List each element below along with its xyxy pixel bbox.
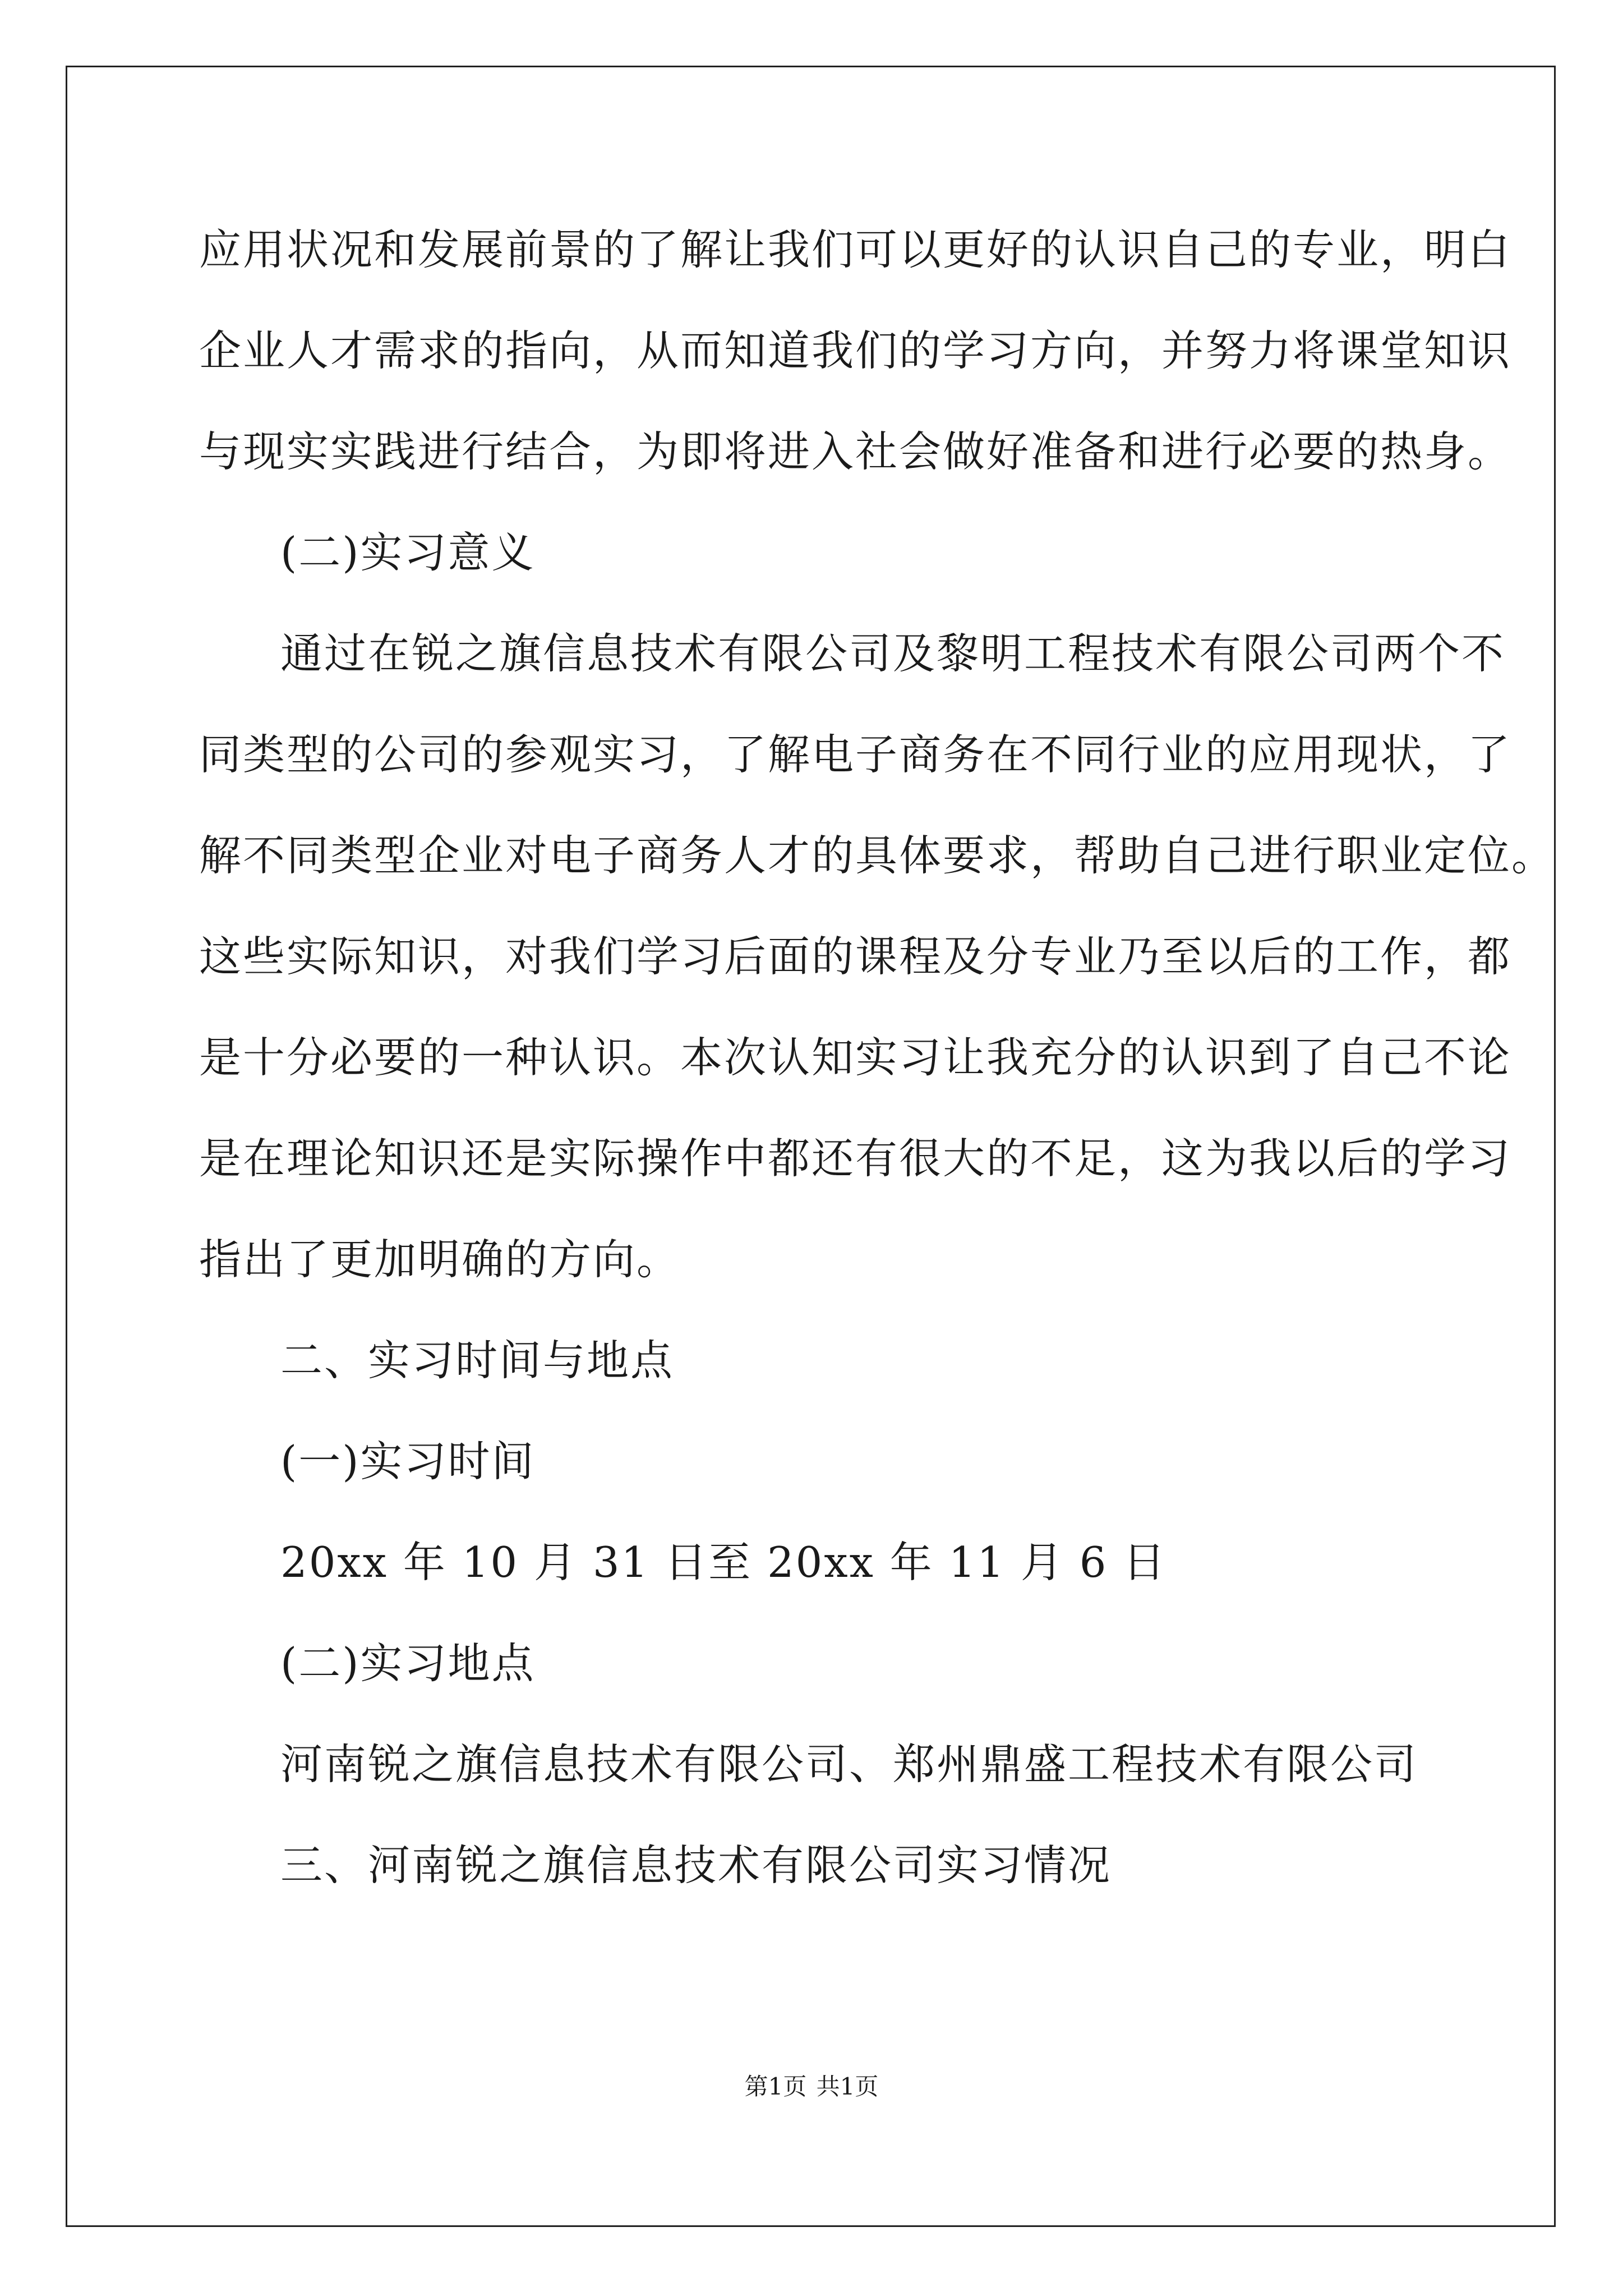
body-text-line: 解不同类型企业对电子商务人才的具体要求，帮助自己进行职业定位。 — [199, 831, 1556, 880]
body-text-line: 应用状况和发展前景的了解让我们可以更好的认识自己的专业，明白 — [199, 225, 1512, 274]
body-text-line: 20xx 年 10 月 31 日至 20xx 年 11 月 6 日 — [280, 1538, 1167, 1587]
subsection-heading: (一)实习时间 — [280, 1437, 536, 1486]
section-heading: 三、河南锐之旗信息技术有限公司实习情况 — [280, 1841, 1112, 1890]
subsection-heading: (二)实习地点 — [280, 1639, 536, 1688]
body-text-line: 通过在锐之旗信息技术有限公司及黎明工程技术有限公司两个不 — [280, 629, 1506, 678]
body-text-line: 河南锐之旗信息技术有限公司、郑州鼎盛工程技术有限公司 — [280, 1740, 1418, 1789]
section-heading: (二)实习意义 — [280, 528, 536, 577]
body-text-line: 是十分必要的一种认识。本次认知实习让我充分的认识到了自己不论 — [199, 1033, 1512, 1082]
body-text-line: 指出了更加明确的方向。 — [199, 1235, 681, 1284]
body-text-line: 同类型的公司的参观实习，了解电子商务在不同行业的应用现状，了 — [199, 730, 1512, 779]
body-text-line: 与现实实践进行结合，为即将进入社会做好准备和进行必要的热身。 — [199, 427, 1512, 476]
body-text-line: 这些实际知识，对我们学习后面的课程及分专业乃至以后的工作，都 — [199, 932, 1512, 981]
body-text-line: 企业人才需求的指向，从而知道我们的学习方向，并努力将课堂知识 — [199, 326, 1512, 375]
page-number-footer: 第1页 共1页 — [744, 2073, 879, 2100]
section-heading: 二、实习时间与地点 — [280, 1336, 675, 1385]
body-text-line: 是在理论知识还是实际操作中都还有很大的不足，这为我以后的学习 — [199, 1134, 1512, 1183]
